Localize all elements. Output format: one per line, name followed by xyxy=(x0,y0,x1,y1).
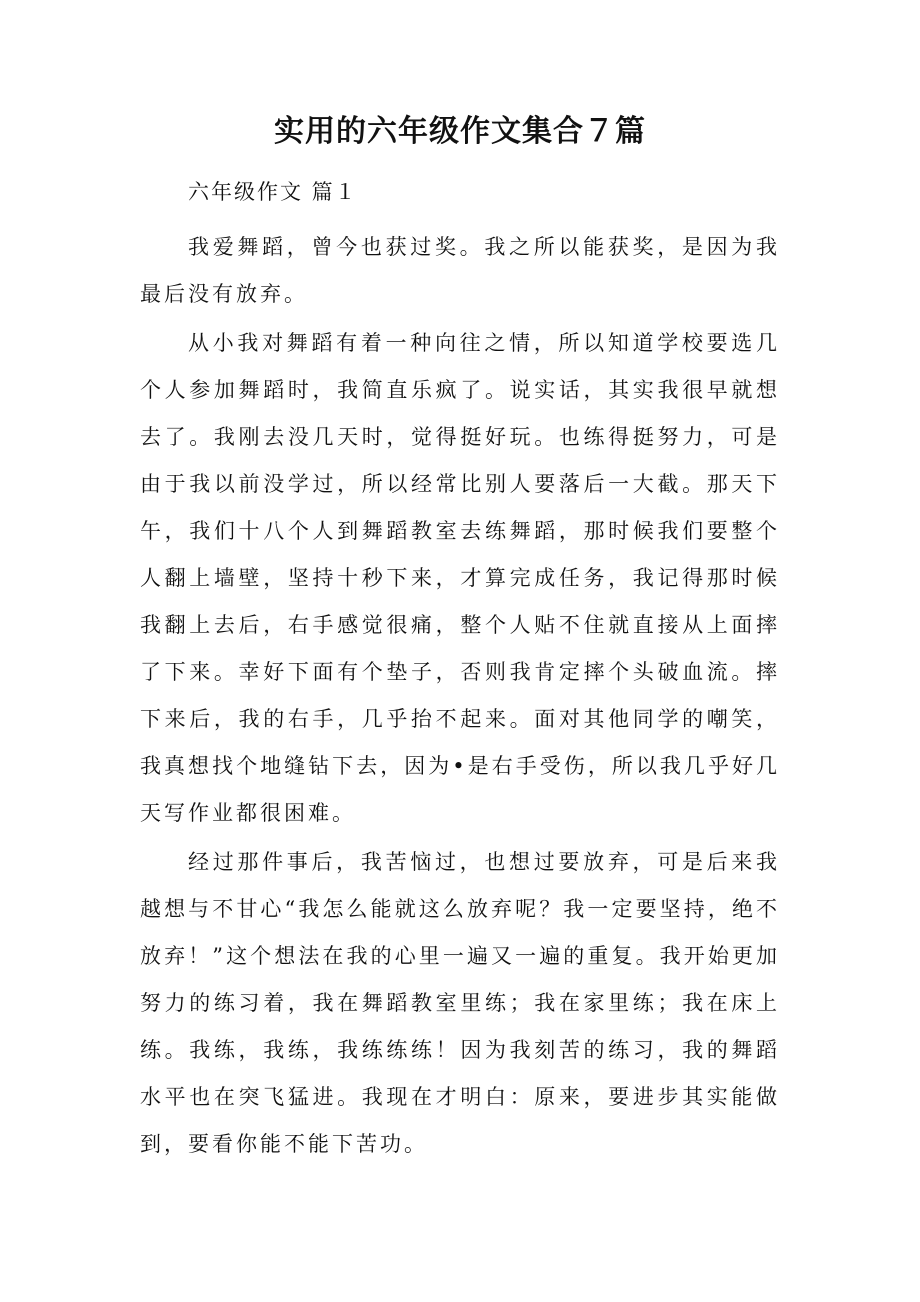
paragraph-2: 从小我对舞蹈有着一种向往之情，所以知道学校要选几个人参加舞蹈时，我简直乐疯了。说实话，其实我很早就想去了。我刚去没几天时，觉得挺好玩。也练得挺努力，可是由于我以前没学过，所以经常比别人要落后一大截。那天下午，我们十八个人到舞蹈教室去练舞蹈，那时候我们要整个人翻上墙壁，坚持十秒下来，才算完成任务，我记得那时候我翻上去后，右手感觉很痛，整个人贴不住就直接从上面摔了下来。幸好下面有个垫子，否则我肯定摔个头破血流。摔下来后，我的右手，几乎抬不起来。面对其他同学的嘲笑，我真想找个地缝钻下去，因为•是右手受伤，所以我几乎好几天写作业都很困难。 xyxy=(140,331,780,825)
section-heading: 六年级作文 篇１ xyxy=(188,180,358,204)
paragraph-1: 我爱舞蹈，曾今也获过奖。我之所以能获奖，是因为我最后没有放弃。 xyxy=(140,235,780,306)
paragraph-3: 经过那件事后，我苦恼过，也想过要放弃，可是后来我越想与不甘心“我怎么能就这么放弃呢？我一定要坚持，绝不放弃！”这个想法在我的心里一遍又一遍的重复。我开始更加努力的练习着，我在舞蹈教室里练；我在家里练；我在床上练。我练，我练，我练练练！因为我刻苦的练习，我的舞蹈水平也在突飞猛进。我现在才明白：原来，要进步其实能做到，要看你能不能下苦功。 xyxy=(140,850,780,1156)
document-title: 实用的六年级作文集合７篇 xyxy=(274,114,646,149)
